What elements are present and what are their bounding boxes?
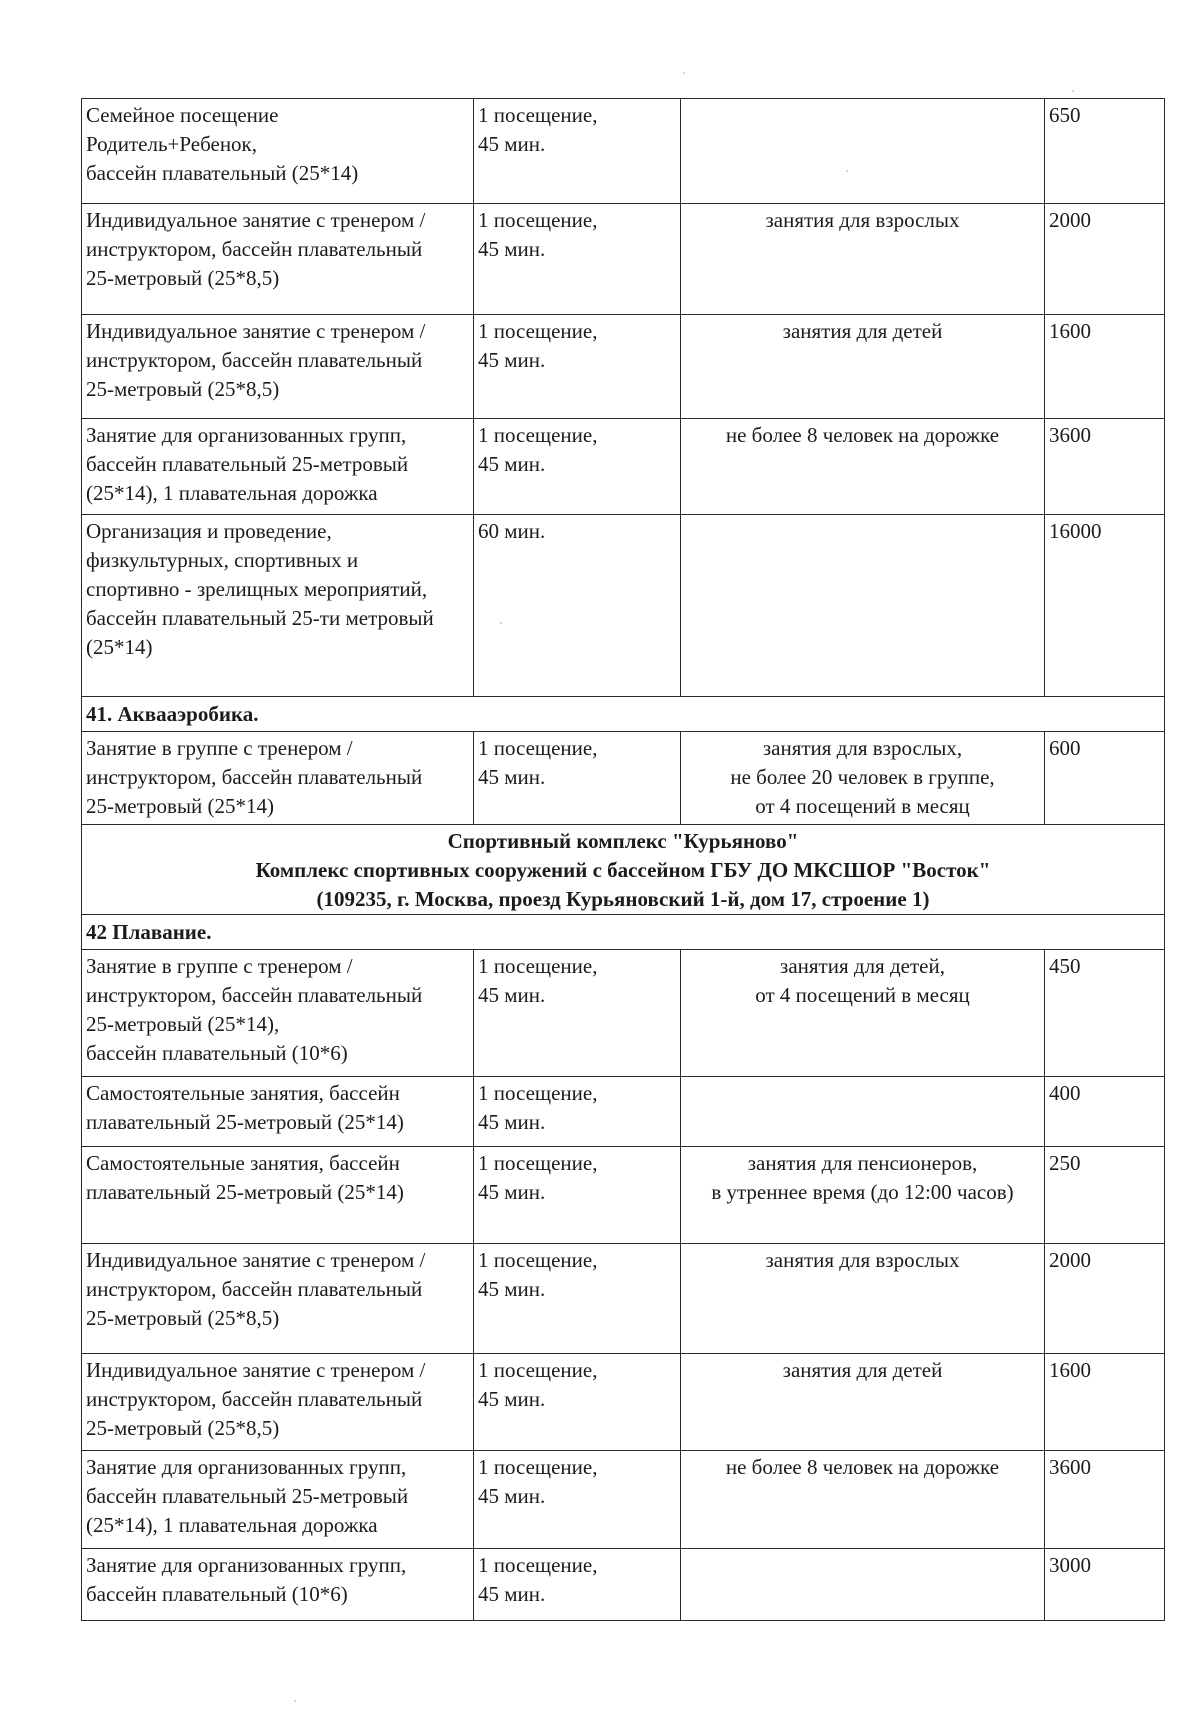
price-cell: 650 xyxy=(1045,99,1165,204)
note-cell: занятия для детей xyxy=(681,315,1045,419)
table-row xyxy=(82,1354,1165,1451)
service-cell: Занятие для организованных групп, бассейн плавательный 25-метровый (25*14), 1 плавательная дорожка xyxy=(82,1451,474,1549)
unit-cell: 1 посещение, 45 мин. xyxy=(474,315,681,419)
venue-address: (109235, г. Москва, проезд Курьяновский 1-й, дом 17, строение 1) xyxy=(316,887,930,911)
price-cell: 1600 xyxy=(1045,1354,1165,1451)
table-row xyxy=(82,419,1165,515)
note-cell: занятия для взрослых xyxy=(681,1244,1045,1354)
service-cell: Организация и проведение, физкультурных, спортивных и спортивно - зрелищных мероприятий, бассейн плавательный 25-ти метровый (25*14) xyxy=(82,515,474,697)
service-cell: Индивидуальное занятие с тренером / инструктором, бассейн плавательный 25-метровый (25*8,5) xyxy=(82,1354,474,1451)
note-cell xyxy=(681,99,1045,204)
unit-cell: 1 посещение, 45 мин. xyxy=(474,1354,681,1451)
unit-cell: 1 посещение, 45 мин. xyxy=(474,1147,681,1244)
unit-cell: 1 посещение, 45 мин. xyxy=(474,99,681,204)
venue-complex: Комплекс спортивных сооружений с бассейном ГБУ ДО МКСШОР "Восток" xyxy=(255,858,991,882)
service-cell: Занятие в группе с тренером / инструктором, бассейн плавательный 25-метровый (25*14), бассейн плавательный (10*6) xyxy=(82,950,474,1077)
scan-speck xyxy=(294,1700,296,1702)
note-cell: не более 8 человек на дорожке xyxy=(681,419,1045,515)
service-cell: Занятие для организованных групп, бассейн плавательный (10*6) xyxy=(82,1549,474,1621)
service-cell: Занятие для организованных групп, бассейн плавательный 25-метровый (25*14), 1 плавательная дорожка xyxy=(82,419,474,515)
price-cell: 400 xyxy=(1045,1077,1165,1147)
table-row xyxy=(82,204,1165,315)
service-cell: Индивидуальное занятие с тренером / инструктором, бассейн плавательный 25-метровый (25*8,5) xyxy=(82,1244,474,1354)
note-cell: занятия для пенсионеров, в утреннее время (до 12:00 часов) xyxy=(681,1147,1045,1244)
service-cell: Индивидуальное занятие с тренером / инструктором, бассейн плавательный 25-метровый (25*8,5) xyxy=(82,204,474,315)
unit-cell: 60 мин. xyxy=(474,515,681,697)
note-cell: не более 8 человек на дорожке xyxy=(681,1451,1045,1549)
table-row xyxy=(82,1244,1165,1354)
unit-cell: 1 посещение, 45 мин. xyxy=(474,950,681,1077)
note-cell: занятия для детей, от 4 посещений в месяц xyxy=(681,950,1045,1077)
table-row xyxy=(82,1077,1165,1147)
price-cell: 3000 xyxy=(1045,1549,1165,1621)
scan-speck xyxy=(683,72,685,74)
price-cell: 3600 xyxy=(1045,419,1165,515)
note-cell: занятия для взрослых, не более 20 человек в группе, от 4 посещений в месяц xyxy=(681,732,1045,825)
unit-cell: 1 посещение, 45 мин. xyxy=(474,1451,681,1549)
table-row xyxy=(82,732,1165,825)
service-cell: Самостоятельные занятия, бассейн плавательный 25-метровый (25*14) xyxy=(82,1077,474,1147)
note-cell: занятия для детей xyxy=(681,1354,1045,1451)
section-heading-aquaaerobics: 41. Аквааэробика. xyxy=(82,697,1165,732)
service-cell: Самостоятельные занятия, бассейн плавательный 25-метровый (25*14) xyxy=(82,1147,474,1244)
service-cell: Индивидуальное занятие с тренером / инструктором, бассейн плавательный 25-метровый (25*8,5) xyxy=(82,315,474,419)
section-heading-row xyxy=(82,697,1165,732)
price-cell: 250 xyxy=(1045,1147,1165,1244)
unit-cell: 1 посещение, 45 мин. xyxy=(474,1549,681,1621)
price-cell: 1600 xyxy=(1045,315,1165,419)
service-cell: Занятие в группе с тренером / инструктором, бассейн плавательный 25-метровый (25*14) xyxy=(82,732,474,825)
venue-name: Спортивный комплекс "Курьяново" xyxy=(447,829,799,853)
venue-row xyxy=(82,825,1165,915)
note-cell xyxy=(681,1077,1045,1147)
price-cell: 600 xyxy=(1045,732,1165,825)
note-cell: занятия для взрослых xyxy=(681,204,1045,315)
section-heading-row xyxy=(82,915,1165,950)
service-cell: Семейное посещение Родитель+Ребенок, бассейн плавательный (25*14) xyxy=(82,99,474,204)
unit-cell: 1 посещение, 45 мин. xyxy=(474,419,681,515)
price-cell: 2000 xyxy=(1045,1244,1165,1354)
unit-cell: 1 посещение, 45 мин. xyxy=(474,204,681,315)
table-row xyxy=(82,99,1165,204)
unit-cell: 1 посещение, 45 мин. xyxy=(474,732,681,825)
table-row xyxy=(82,950,1165,1077)
unit-cell: 1 посещение, 45 мин. xyxy=(474,1077,681,1147)
unit-cell: 1 посещение, 45 мин. xyxy=(474,1244,681,1354)
price-table xyxy=(81,98,1165,1621)
table-row xyxy=(82,1451,1165,1549)
price-cell: 2000 xyxy=(1045,204,1165,315)
table-row xyxy=(82,515,1165,697)
table-row xyxy=(82,1147,1165,1244)
price-cell: 450 xyxy=(1045,950,1165,1077)
note-cell xyxy=(681,1549,1045,1621)
venue-block xyxy=(82,825,1165,915)
table-row xyxy=(82,1549,1165,1621)
table-row xyxy=(82,315,1165,419)
price-cell: 16000 xyxy=(1045,515,1165,697)
note-cell xyxy=(681,515,1045,697)
section-heading-swimming: 42 Плавание. xyxy=(82,915,1165,950)
price-cell: 3600 xyxy=(1045,1451,1165,1549)
scan-speck xyxy=(1072,90,1074,92)
